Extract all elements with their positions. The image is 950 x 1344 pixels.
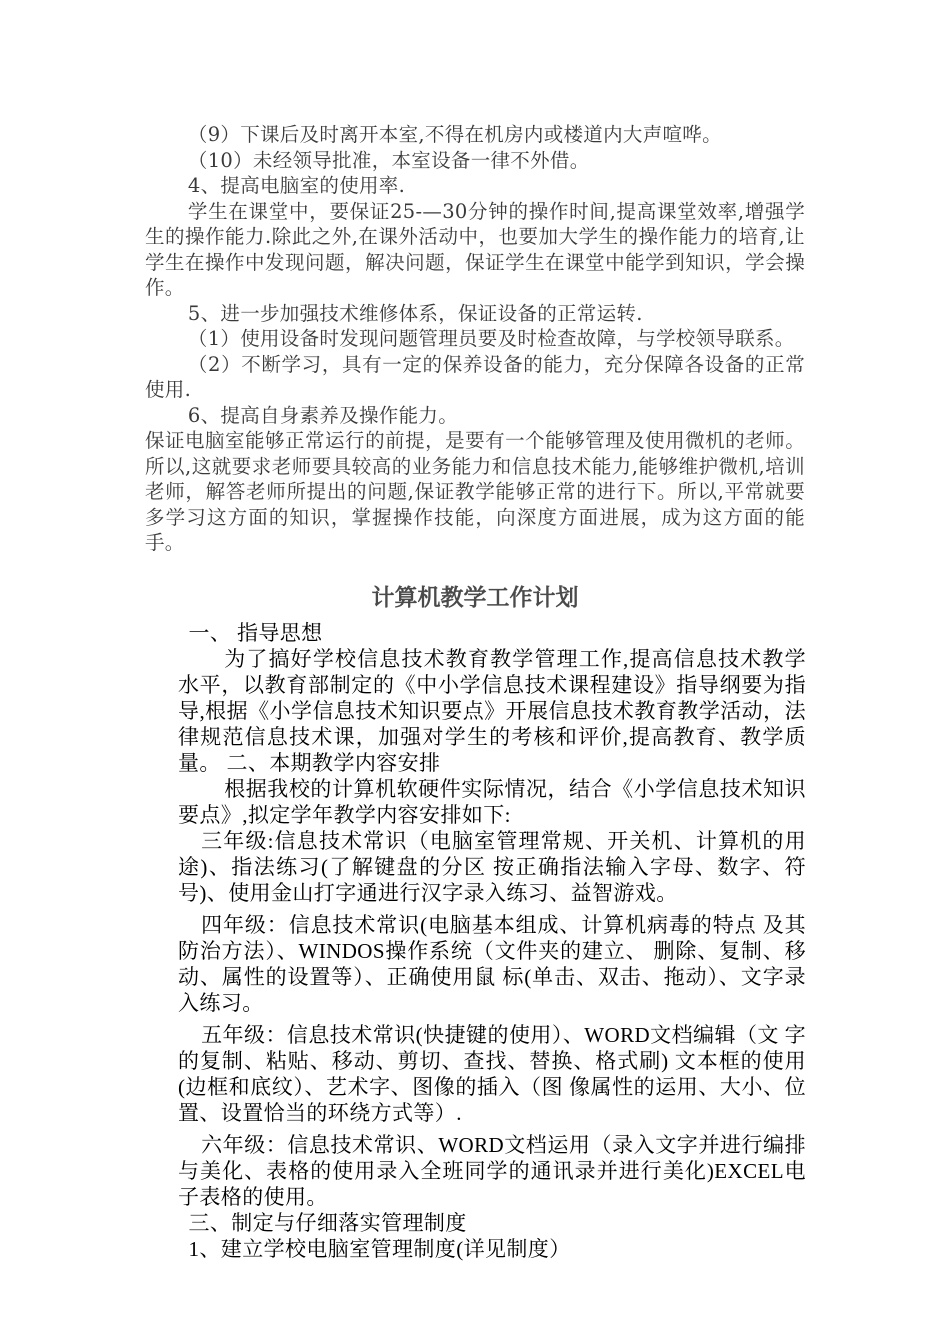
heading-management-system: 三、制定与仔细落实管理制度 xyxy=(188,1211,467,1235)
section-management-rules xyxy=(145,122,805,556)
heading-usage-rate: 4、提高电脑室的使用率. xyxy=(187,174,406,197)
paragraph-usage-rate: 学生在课堂中，要保证25-—30分钟的操作时间,提高课堂效率,增强学生的操作能力.除此之外,在课外活动中，也要加大学生的操作能力的培育,让学生在操作中发现问题，解决问题，保证学生在课堂中能学到知识，学会操作。 xyxy=(145,199,805,299)
paragraph-grade-4: 四年级：信息技术常识(电脑基本组成、计算机病毒的特点 及其防治方法）、WINDOS操作系统（文件夹的建立、 删除、复制、移动、属性的设置等）、正确使用鼠 标(单击、双击、拖动）、文字录入练习。 xyxy=(178,913,806,1015)
list-item-management-system: 1、建立学校电脑室管理制度(详见制度） xyxy=(188,1237,571,1261)
paragraph-rule-9: （9）下课后及时离开本室,不得在机房内或楼道内大声喧哗。 xyxy=(187,123,722,146)
paragraph-grade-3: 三年级:信息技术常识（电脑室管理常规、开关机、计算机的用途)、指法练习(了解键盘的分区 按正确指法输入字母、数字、符号)、使用金山打字通进行汉字录入练习、益智游戏。 xyxy=(178,829,806,905)
paragraph-grade-5: 五年级：信息技术常识(快捷键的使用）、WORD文档编辑（文 字的复制、粘贴、移动、剪切、查找、替换、格式刷) 文本框的使用(边框和底纹）、艺术字、图像的插入（图 像属性的运用、大小、位置、设置恰当的环绕方式等）. xyxy=(178,1023,806,1125)
paragraph-self-improvement: 保证电脑室能够正常运行的前提，是要有一个能够管理及使用微机的老师。所以,这就要求老师要具较高的业务能力和信息技术能力,能够维护微机,培训老师，解答老师所提出的问题,保证教学能够正常的进行下。所以,平常就要多学习这方面的知识，掌握操作技能，向深度方面进展，成为这方面的能手。 xyxy=(145,429,805,554)
paragraph-maintenance-1: （1）使用设备时发现问题管理员要及时检查故障，与学校领导联系。 xyxy=(187,327,795,350)
heading-maintenance: 5、进一步加强技术维修体系，保证设备的正常运转. xyxy=(187,301,643,325)
paragraph-rule-10: （10）未经领导批准，本室设备一律不外借。 xyxy=(187,148,590,172)
paragraph-grade-6: 六年级：信息技术常识、WORD文档运用（录入文字并进行编排 与美化、表格的使用录入全班同学的通讯录并进行美化)EXCEL电子表格的使用。 xyxy=(178,1133,806,1209)
paragraph-content-arrangement: 根据我校的计算机软硬件实际情况，结合《小学信息技术知识要点》,拟定学年教学内容安排如下: xyxy=(178,777,806,827)
paragraph-guiding-thought: 为了搞好学校信息技术教育教学管理工作,提高信息技术教学水平，以教育部制定的《中小学信息技术课程建设》指导纲要为指导,根据《小学信息技术知识要点》开展信息技术教育教学活动，法律规范信息技术课，加强对学生的考核和评价,提高教育、教学质量。 二、本期教学内容安排 xyxy=(178,647,806,775)
heading-self-improvement: 6、提高自身素养及操作能力。 xyxy=(187,403,458,427)
document-title: 计算机教学工作计划 xyxy=(371,585,579,611)
section-teaching-plan xyxy=(178,620,806,1262)
paragraph-maintenance-2: （2）不断学习，具有一定的保养设备的能力，充分保障各设备的正常使用. xyxy=(145,352,805,401)
heading-guiding-thought: 一、 指导思想 xyxy=(188,621,323,645)
